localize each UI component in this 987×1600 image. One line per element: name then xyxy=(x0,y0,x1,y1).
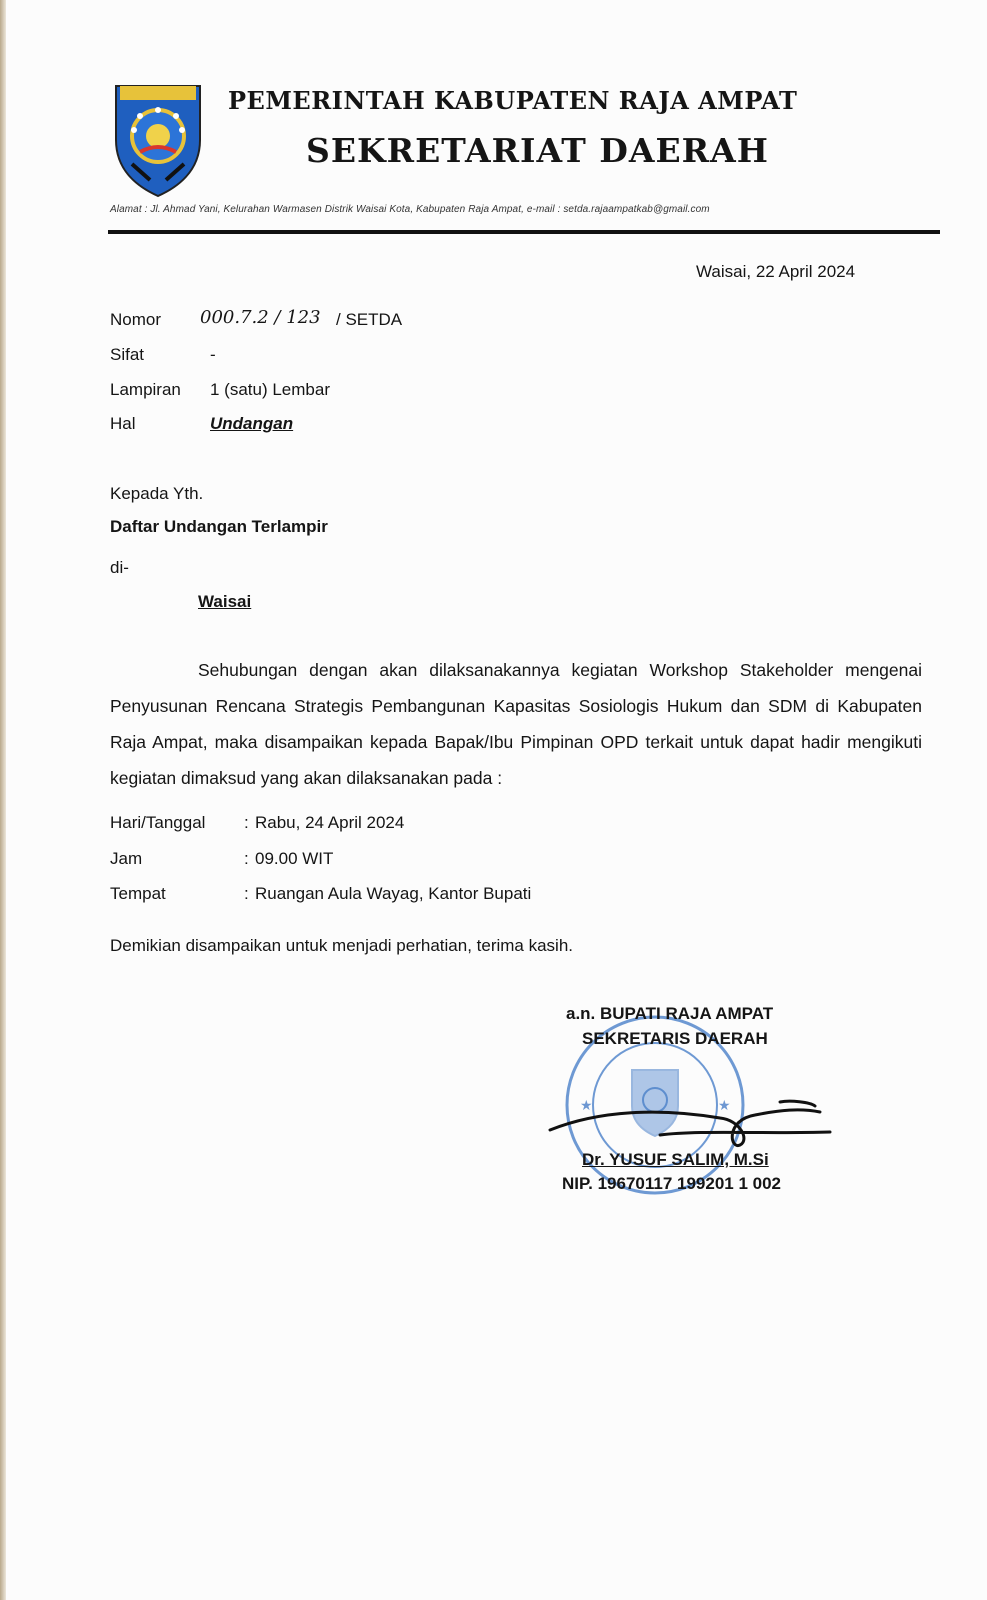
recipient-di: di- xyxy=(110,558,129,577)
signatory-nip: NIP. 19670117 199201 1 002 xyxy=(562,1174,782,1193)
letterhead-government: PEMERINTAH KABUPATEN RAJA AMPAT xyxy=(228,86,798,115)
recipient-greeting: Kepada Yth. xyxy=(110,484,204,503)
meta-hal-label: Hal xyxy=(110,414,136,433)
recipient-name: Daftar Undangan Terlampir xyxy=(110,517,328,536)
place-date: Waisai, 22 April 2024 xyxy=(696,262,856,281)
page-edge-shadow xyxy=(0,0,6,1600)
signature-on-behalf: a.n. BUPATI RAJA AMPAT xyxy=(566,1004,774,1023)
meta-hal-value: Undangan xyxy=(210,414,294,433)
meta-sifat-value: - xyxy=(210,345,216,364)
regency-crest-icon xyxy=(110,80,206,198)
schedule-label: Hari/Tanggal xyxy=(110,813,206,832)
signatory-name: Dr. YUSUF SALIM, M.Si xyxy=(582,1150,769,1169)
signature-position: SEKRETARIS DAERAH xyxy=(582,1029,768,1048)
svg-text:★: ★ xyxy=(580,1098,593,1114)
schedule-value: 09.00 WIT xyxy=(255,849,334,868)
schedule-colon: : xyxy=(244,849,249,868)
body-paragraph: Sehubungan dengan akan dilaksanakannya kegiatan Workshop Stakeholder mengenai Penyusunan Rencana Strategis Pembangunan Kapasitas Sosiologis Hukum dan SDM di Kabupaten Raja Ampat, maka disampaikan kepada Bapak/Ibu Pimpinan OPD terkait untuk dapat hadir mengikuti kegiatan dimaksud yang akan dilaksanakan pada : xyxy=(110,660,922,788)
schedule-label: Jam xyxy=(110,849,143,868)
recipient-place: Waisai xyxy=(198,592,252,611)
schedule-label: Tempat xyxy=(110,884,166,903)
schedule-colon: : xyxy=(244,813,249,832)
schedule-value: Ruangan Aula Wayag, Kantor Bupati xyxy=(255,884,532,903)
schedule-colon: : xyxy=(244,884,249,903)
letterhead-divider xyxy=(108,230,940,234)
meta-nomor-label: Nomor xyxy=(110,310,162,329)
letterhead-address: Alamat : Jl. Ahmad Yani, Kelurahan Warmasen Distrik Waisai Kota, Kabupaten Raja Ampat, e-mail : setda.rajaampatkab@gmail.com xyxy=(110,204,710,215)
meta-lampiran-label: Lampiran xyxy=(110,380,181,399)
svg-text:★: ★ xyxy=(718,1098,731,1114)
letterhead-office: SEKRETARIAT DAERAH xyxy=(306,131,769,170)
meta-lampiran-value: 1 (satu) Lembar xyxy=(210,380,330,399)
meta-nomor-suffix: / SETDA xyxy=(336,310,403,329)
schedule-value: Rabu, 24 April 2024 xyxy=(255,813,405,832)
meta-nomor-handwritten-text: 000.7.2 / 123 xyxy=(200,307,321,328)
closing-sentence: Demikian disampaikan untuk menjadi perhatian, terima kasih. xyxy=(110,936,574,955)
meta-nomor-handwritten xyxy=(200,307,321,328)
meta-sifat-label: Sifat xyxy=(110,345,145,364)
